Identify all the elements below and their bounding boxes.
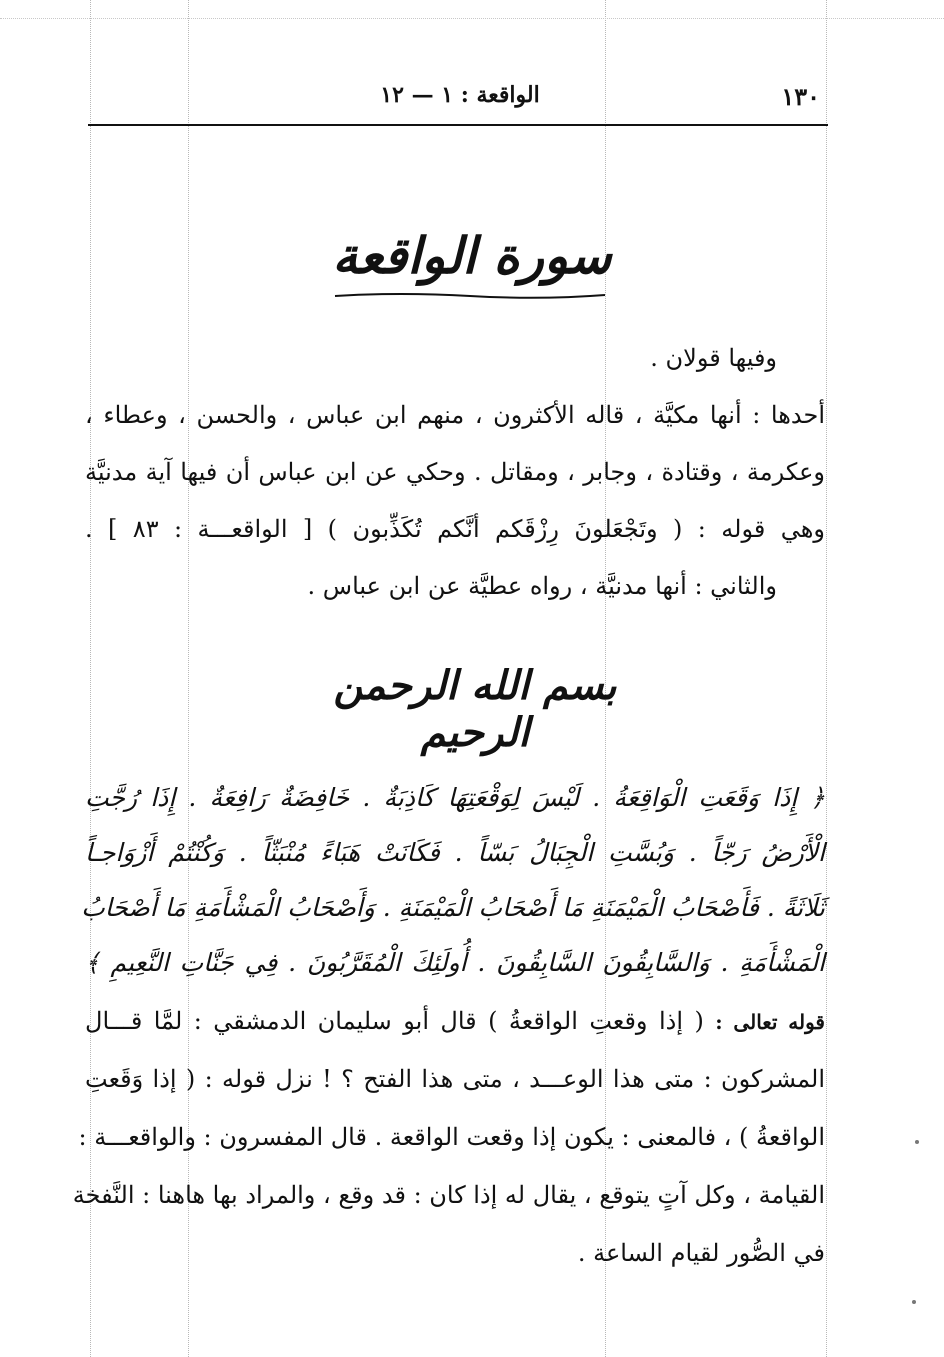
commentary-line: القيامة ، وكل آتٍ يتوقع ، يقال له إذا كان : قد وقع ، والمراد بها هاهنا : النَّفخة: [72, 1181, 825, 1209]
commentary-line: الواقعةُ ) ، فالمعنى : يكون إذا وقعت الواقعة . قال المفسرون : والواقعـــة :: [78, 1123, 825, 1151]
scan-speck: [915, 1140, 919, 1144]
verse-line: الْمَشْأَمَةِ . وَالسَّابِقُونَ السَّابِقُونَ . أُولَئِكَ الْمُقَرَّبُونَ . فِي جَنَّاتِ النَّعِيمِ ﴾: [85, 948, 825, 977]
surah-title: سورة الواقعة: [332, 226, 612, 285]
verse-line: ثَلَاثَةً . فَأَصْحَابُ الْمَيْمَنَةِ مَا أَصْحَابُ الْمَيْمَنَةِ . وَأَصْحَابُ الْمَشْأَمَةِ مَا أَصْحَابُ: [81, 893, 825, 922]
verse-line: الْأَرْضُ رَجّاً . وَبُسَّتِ الْجِبَالُ بَسّاً . فَكَانَتْ هَبَاءً مُنْبَثّاً . وَكُنْتُمْ أَزْوَاجـاً: [85, 838, 825, 867]
page-number: ١٣٠: [781, 82, 820, 111]
scan-guide-line: [826, 0, 827, 1357]
header-rule: [88, 124, 828, 126]
commentary-section: [72, 992, 825, 1282]
title-flourish: [330, 290, 610, 300]
basmala: بسم الله الرحمن الرحيم: [333, 662, 617, 756]
quran-verses: [81, 770, 825, 990]
intro-line: أحدها : أنها مكيَّة ، قاله الأكثرون ، منهم ابن عباس ، والحسن ، وعطاء ،: [85, 401, 825, 429]
running-title: الواقعة : ١ — ١٢: [380, 82, 540, 108]
intro-line: والثاني : أنها مدنيَّة ، رواه عطيَّة عن ابن عباس .: [307, 572, 777, 600]
page-header: [90, 82, 830, 118]
commentary-line: [85, 992, 825, 1050]
intro-line: وفيها قولان .: [650, 344, 777, 372]
verse-line: ﴿ إِذَا وَقَعَتِ الْوَاقِعَةُ . لَيْسَ لِوَقْعَتِهَا كَاذِبَةٌ . خَافِضَةٌ رَافِعَةٌ . إِذَا رُجَّتِ: [85, 783, 825, 812]
intro-section: [85, 330, 825, 615]
commentary-line: في الصُّور لقيام الساعة .: [577, 1239, 825, 1267]
intro-line: وهي قوله : ( وتَجْعَلونَ رِزْقَكم أنَّكم تُكَذِّبون ) [ الواقعـــة : ٨٣ ] .: [85, 515, 825, 543]
intro-line: وعكرمة ، وقتادة ، وجابر ، ومقاتل . وحكي عن ابن عباس أن فيها آية مدنيَّة: [85, 458, 825, 486]
commentary-lead: قوله تعالى :: [715, 1010, 825, 1034]
scan-guide-line: [0, 18, 944, 19]
commentary-line: المشركون : متى هذا الوعـــد ، متى هذا الفتح ؟ ! نزل قوله : ( إذا وَقَعتِ: [85, 1065, 825, 1093]
scan-speck: [912, 1300, 916, 1304]
commentary-first-line: ( إذا وقعتِ الواقعةُ ) قال أبو سليمان الدمشقي : لمَّا قـــال: [85, 1007, 704, 1035]
